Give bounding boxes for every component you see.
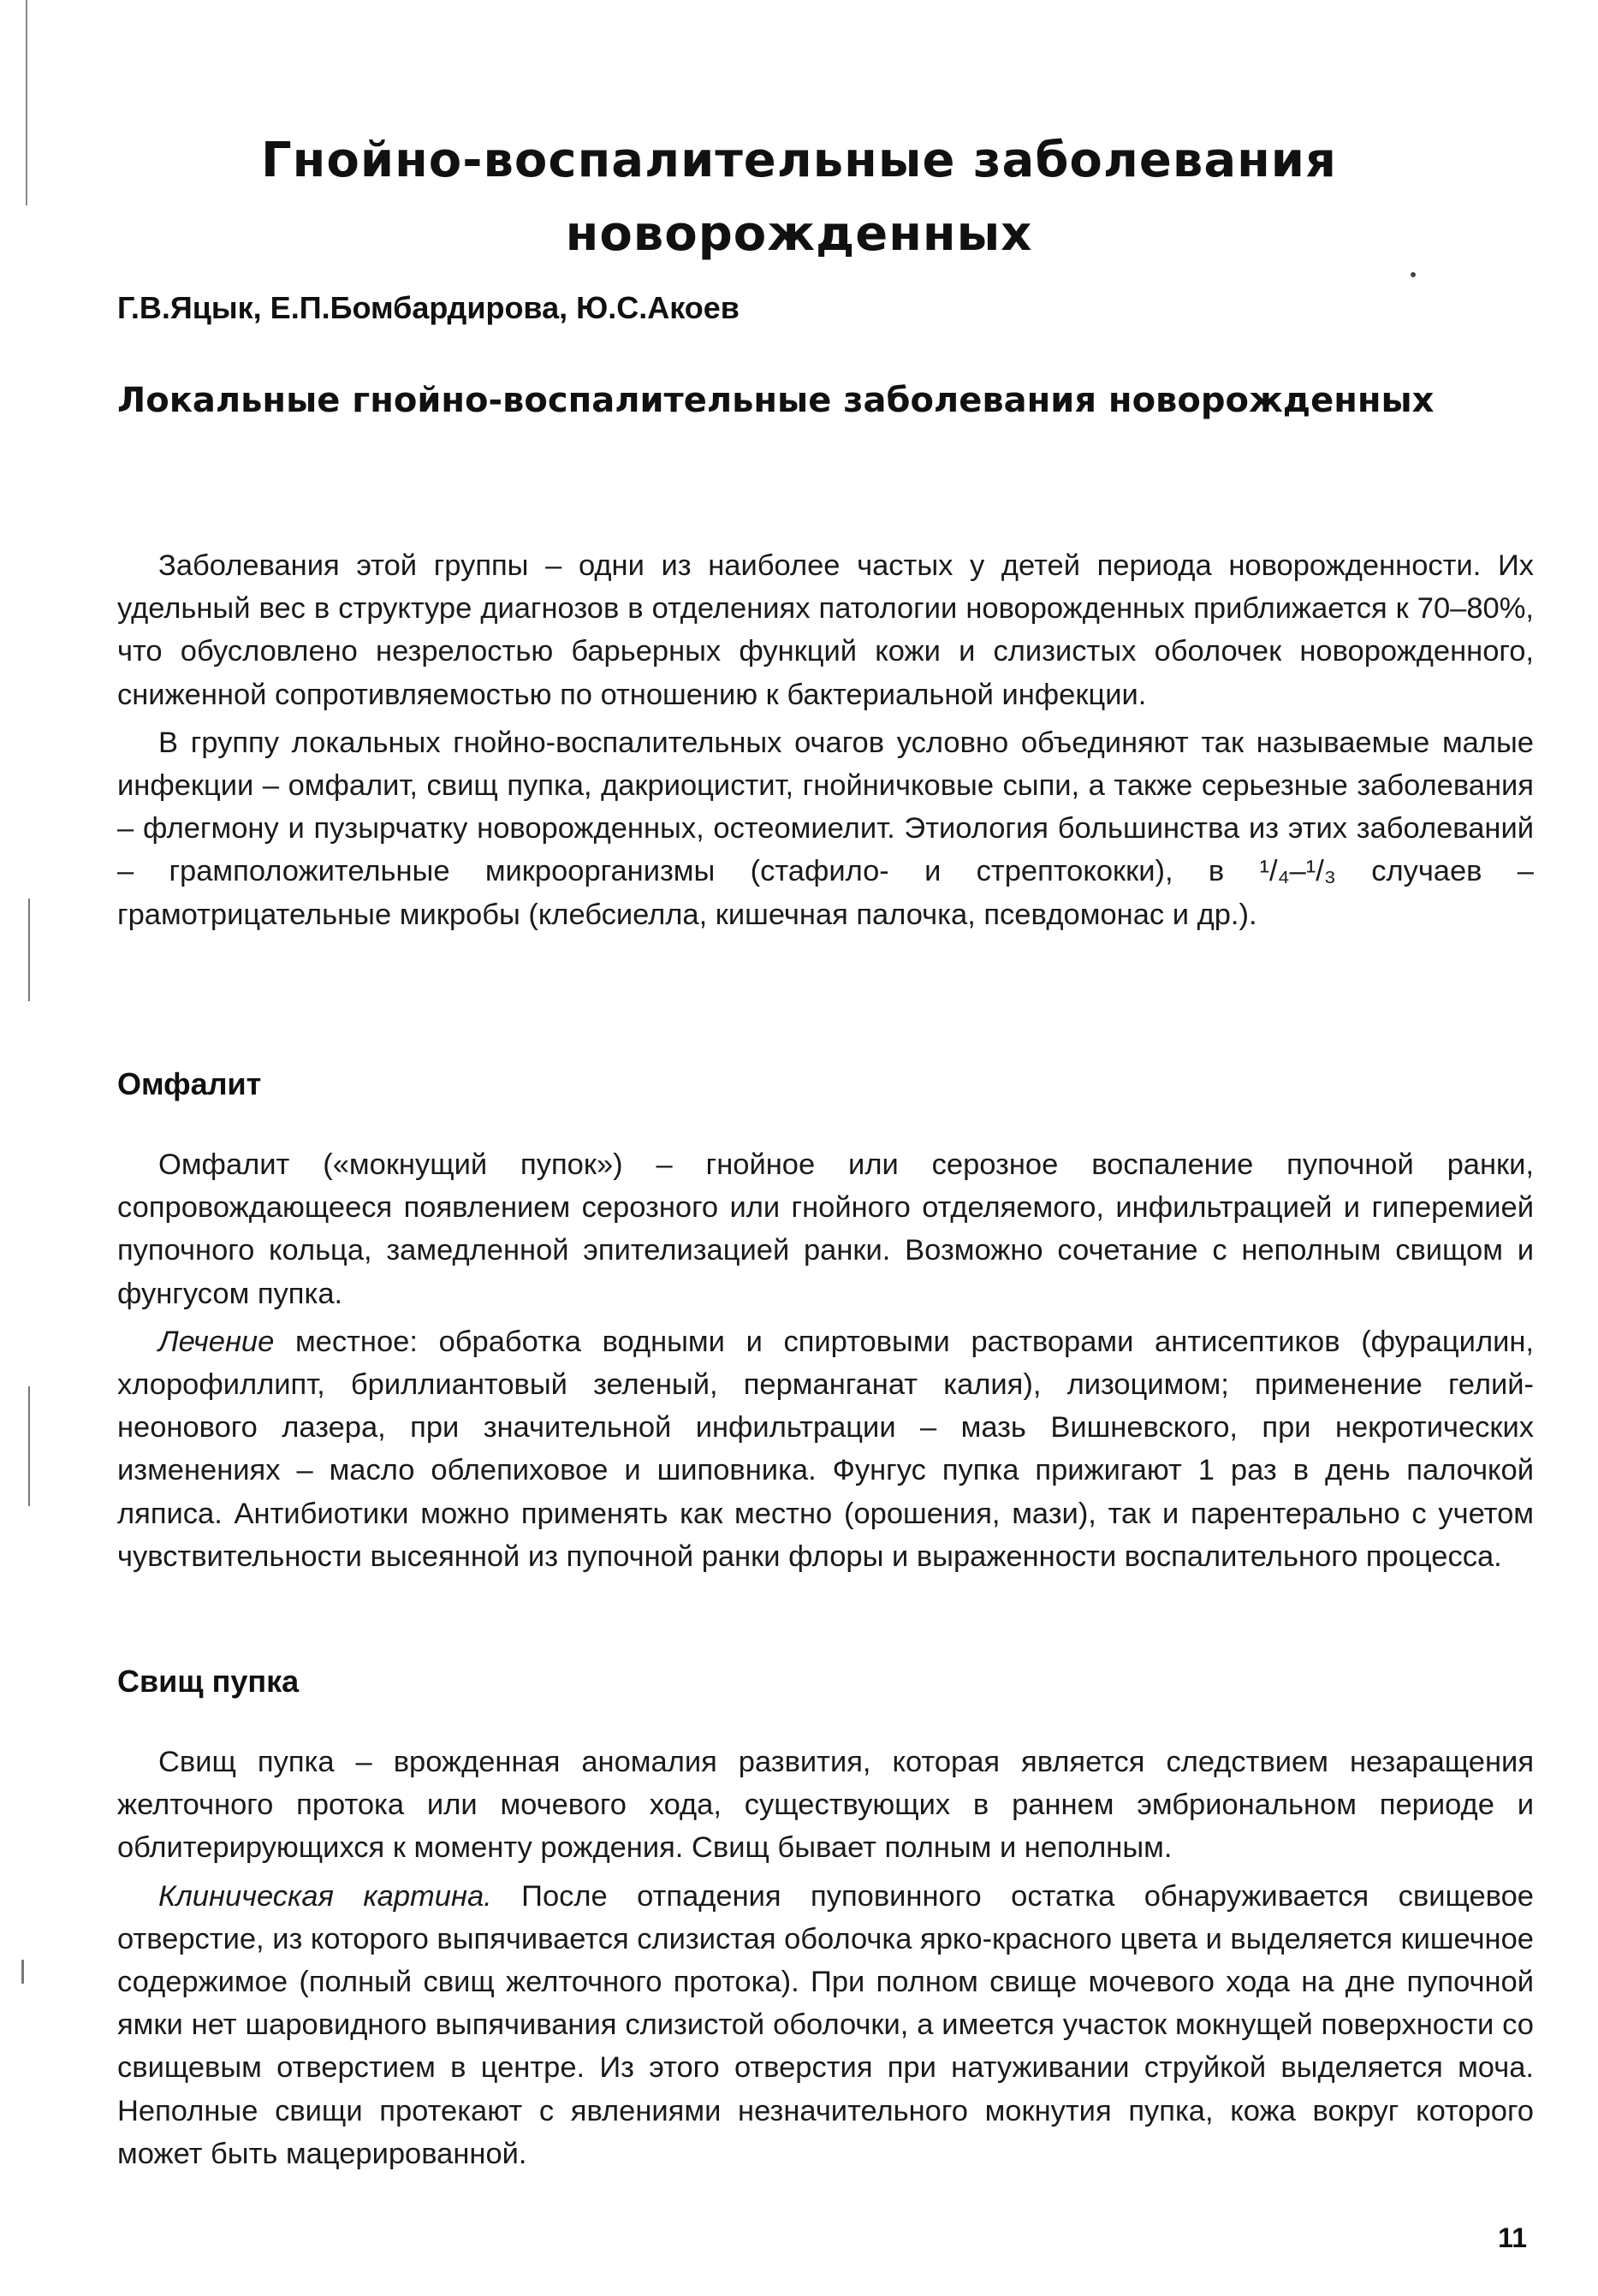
- fistula-heading: Свищ пупка: [117, 1664, 300, 1699]
- omphalitis-paragraph-2: [117, 1320, 1534, 1578]
- fistula-text: [117, 1741, 1534, 2175]
- treatment-text: местное: обработка водными и спиртовыми растворами антисептиков (фурацилин, хлорофиллипт, бриллиантовый зеленый, перманганат калия), лизоцимом; применение гелий-неонового лазера, при значительной инфильтрации – мазь Вишневского, при некротических изменениях – масло облепиховое и шиповника. Фунгус пупка прижигают 1 раз в день палочкой ляписа. Антибиотики можно применять как местно (орошения, мази), так и парентерально с учетом чувствительности высеянной из пупочной ранки флоры и выраженности воспалительного процесса.: [117, 1325, 1534, 1573]
- page-number: 11: [1498, 2222, 1527, 2253]
- intro-paragraph-1: Заболевания этой группы – одни из наиболее частых у детей периода новорожденности. Их удельный вес в структуре диагнозов в отделениях патологии новорожденных приближается к 70–80%, что обусловлено незрелостью барьерных функций кожи и слизистых оболочек новорожденного, сниженной сопротивляемостью по отношению к бактериальной инфекции.: [117, 549, 1534, 711]
- fistula-paragraph-2: [117, 1875, 1534, 2175]
- document-title-line1: Гнойно-воспалительные заболевания: [260, 133, 1337, 188]
- scan-artifact-left-line: [28, 899, 30, 1001]
- omphalitis-paragraph-1: Омфалит («мокнущий пупок») – гнойное или серозное воспаление пупочной ранки, сопровождающееся появлением серозного или гнойного отделяемого, инфильтрацией и гиперемией пупочного кольца, замедленной эпителизацией ранки. Возможно сочетание с неполным свищом и фунгусом пупка.: [117, 1148, 1534, 1310]
- fistula-paragraph-1: Свищ пупка – врожденная аномалия развития, которая является следствием незаращения желточного протока или мочевого хода, существующих в раннем эмбриональном периоде и облитерирующихся к моменту рождения. Свищ бывает полным и неполным.: [117, 1746, 1534, 1865]
- scan-artifact-left-tick: [21, 1960, 24, 1984]
- scan-artifact-left-edge: [26, 0, 27, 205]
- intro-paragraph-2: В группу локальных гнойно-воспалительных очагов условно объединяют так называемые малые инфекции – омфалит, свищ пупка, дакриоцистит, гнойничковые сыпи, а также серьезные заболевания – флегмону и пузырчатку новорожденных, остеомиелит. Этиология большинства из этих заболеваний – грамположительные микроорганизмы (стафило- и стрептококки), в ¹/₄–¹/₃ случаев – грамотрицательные микробы (клебсиелла, кишечная палочка, псевдомонас и др.).: [117, 726, 1534, 931]
- document-title-line2: новорожденных: [565, 206, 1033, 262]
- scan-artifact-dot: [1411, 272, 1416, 277]
- section-title: Локальные гнойно-воспалительные заболевания новорожденных: [117, 381, 1435, 420]
- clinical-picture-label: Клиническая картина.: [158, 1879, 492, 1913]
- scan-artifact-left-line-lower: [28, 1386, 30, 1506]
- omphalitis-heading: Омфалит: [117, 1066, 262, 1101]
- treatment-label: Лечение: [158, 1325, 275, 1358]
- omphalitis-text: [117, 1143, 1534, 1578]
- authors-line: Г.В.Яцык, Е.П.Бомбардирова, Ю.С.Акоев: [117, 290, 740, 325]
- document-title: [171, 124, 1427, 271]
- clinical-picture-text: После отпадения пуповинного остатка обнаруживается свищевое отверстие, из которого выпячивается слизистая оболочка ярко-красного цвета и выделяется кишечное содержимое (полный свищ желточного протока). При полном свище мочевого хода на дне пупочной ямки нет шаровидного выпячивания слизистой оболочки, а имеется участок мокнущей поверхности со свищевым отверстием в центре. Из этого отверстия при натуживании струйкой выделяется моча. Неполные свищи протекают с явлениями незначительного мокнутия пупка, кожа вокруг которого может быть мацерированной.: [117, 1879, 1534, 2170]
- intro-text: [117, 544, 1534, 936]
